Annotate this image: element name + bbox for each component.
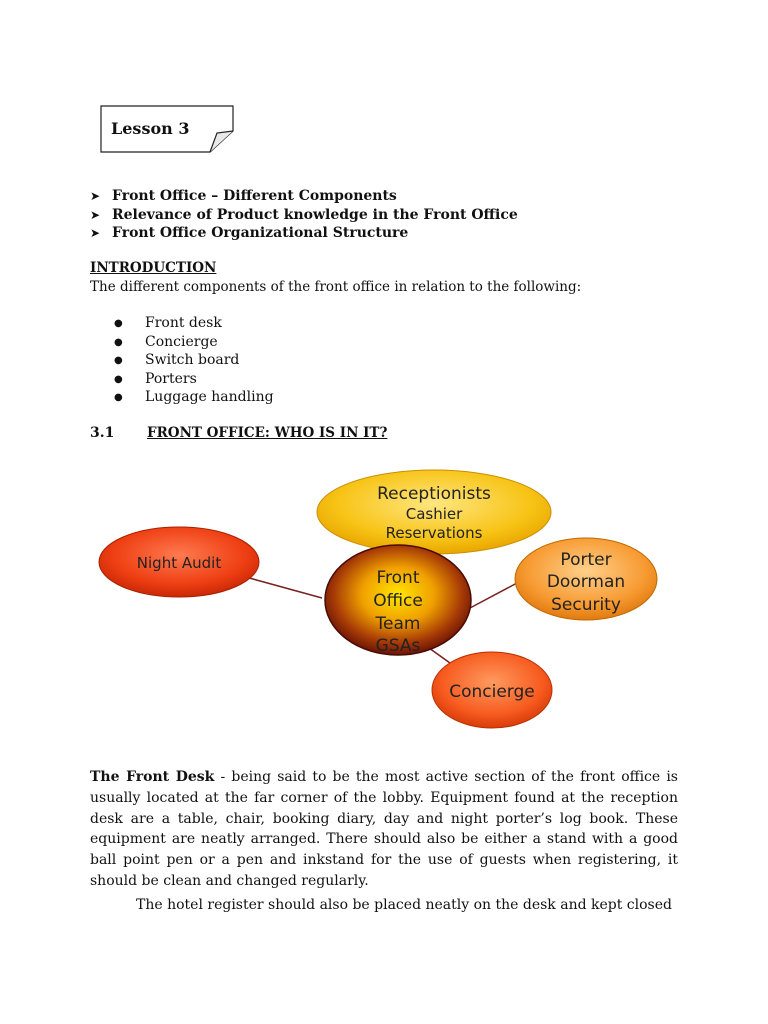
connector-line xyxy=(242,576,322,598)
node-front-office-team xyxy=(325,545,471,656)
components-list xyxy=(114,314,274,407)
list-item: ● Front desk xyxy=(114,314,274,333)
arrow-bullet-icon: ➤ xyxy=(90,189,101,203)
list-item: ● Switch board xyxy=(114,351,274,370)
topic-item: ➤ Relevance of Product knowledge in the Front Office xyxy=(90,206,518,223)
hotel-register-paragraph: The hotel register should also be placed neatly on the desk and kept closed xyxy=(136,897,672,913)
svg-text:GSAs: GSAs xyxy=(375,636,421,656)
svg-text:Front: Front xyxy=(376,568,420,588)
topic-item: ➤ Front Office – Different Components xyxy=(90,188,397,204)
section-title: FRONT OFFICE: WHO IS IN IT? xyxy=(147,425,388,441)
front-desk-lead: The Front Desk xyxy=(90,769,215,785)
topic-list xyxy=(90,187,518,243)
lesson-title: Lesson 3 xyxy=(111,119,190,138)
node-porter xyxy=(515,538,657,620)
bullet-icon: ● xyxy=(114,336,123,348)
arrow-bullet-icon: ➤ xyxy=(90,207,101,222)
svg-text:Office: Office xyxy=(373,591,423,611)
svg-text:Team: Team xyxy=(375,614,421,634)
front-office-team-diagram xyxy=(92,468,672,738)
svg-text:Night Audit: Night Audit xyxy=(136,554,222,572)
list-item: ● Concierge xyxy=(114,333,274,352)
introduction-heading: INTRODUCTION xyxy=(90,260,217,276)
bullet-icon: ● xyxy=(114,318,123,329)
front-desk-paragraph xyxy=(90,767,678,892)
arrow-bullet-icon: ➤ xyxy=(90,226,101,240)
bullet-icon: ● xyxy=(114,373,123,385)
svg-text:Doorman: Doorman xyxy=(546,572,626,592)
list-item: ● Porters xyxy=(114,370,274,389)
lesson-label-box xyxy=(100,105,234,153)
node-night-audit xyxy=(99,527,259,597)
node-concierge xyxy=(432,652,552,728)
svg-text:Receptionists: Receptionists xyxy=(377,484,491,504)
svg-text:Porter: Porter xyxy=(560,550,612,570)
svg-text:Cashier: Cashier xyxy=(405,505,463,523)
front-desk-text: - being said to be the most active section of the front office is usually located at the far corner of the lobby. Equipment found at the reception desk are a table, chair, booking diary, day and night porter’s log book. These equipment are neatly arranged. There should also be either a stand with a good ball point pen or a pen and inkstand for the use of guests when registering, it should be clean and changed regularly. xyxy=(90,769,678,889)
svg-text:Security: Security xyxy=(551,595,621,615)
bullet-icon: ● xyxy=(114,392,123,403)
topic-item: ➤ Front Office Organizational Structure xyxy=(90,225,409,241)
section-number: 3.1 xyxy=(90,425,115,441)
introduction-text: The different components of the front office in relation to the following: xyxy=(90,279,582,295)
bullet-icon: ● xyxy=(114,355,123,366)
node-receptionists xyxy=(317,470,551,554)
svg-text:Concierge: Concierge xyxy=(449,682,535,702)
list-item: ● Luggage handling xyxy=(114,388,274,407)
svg-text:Reservations: Reservations xyxy=(385,524,483,542)
connector-line xyxy=(470,583,517,608)
